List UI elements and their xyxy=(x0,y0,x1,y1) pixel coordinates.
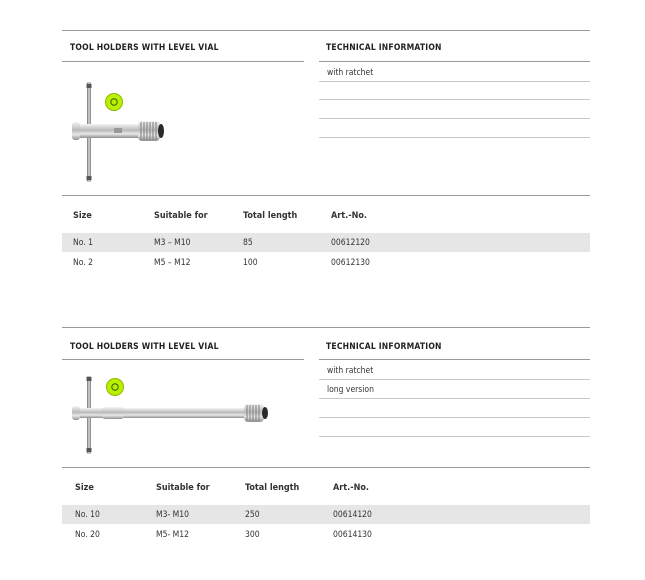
cell-size: No. 10 xyxy=(75,510,100,520)
table-top-rule xyxy=(62,467,590,468)
table-top-rule xyxy=(62,195,590,196)
table-row xyxy=(62,505,590,524)
tech-info-title: TECHNICAL INFORMATION xyxy=(326,342,442,352)
col-header-artno: Art.-No. xyxy=(333,483,369,493)
short-tap-wrench-icon xyxy=(62,72,172,187)
tech-row-line xyxy=(319,379,590,380)
cell-length: 100 xyxy=(243,258,258,268)
tech-row-line xyxy=(319,398,590,399)
col-header-artno: Art.-No. xyxy=(331,211,367,221)
cell-length: 300 xyxy=(245,530,260,540)
tech-title-underline xyxy=(319,359,590,360)
col-header-length: Total length xyxy=(243,211,298,221)
long-tap-wrench-icon xyxy=(62,368,277,460)
cell-suitable: M3 – M10 xyxy=(154,238,191,248)
top-rule xyxy=(62,30,590,31)
cell-size: No. 20 xyxy=(75,530,100,540)
col-header-suitable: Suitable for xyxy=(156,483,210,493)
cell-suitable: M5 – M12 xyxy=(154,258,191,268)
title-underline xyxy=(62,61,304,62)
cell-artno: 00614130 xyxy=(333,530,372,540)
tech-row-line xyxy=(319,137,590,138)
section-title: TOOL HOLDERS WITH LEVEL VIAL xyxy=(70,342,219,352)
tech-item: with ratchet xyxy=(327,68,374,78)
cell-size: No. 1 xyxy=(73,238,93,248)
top-rule xyxy=(62,327,590,328)
cell-size: No. 2 xyxy=(73,258,93,268)
cell-suitable: M3- M10 xyxy=(156,510,189,520)
cell-artno: 00612120 xyxy=(331,238,370,248)
cell-length: 250 xyxy=(245,510,260,520)
col-header-size: Size xyxy=(75,483,94,493)
col-header-size: Size xyxy=(73,211,92,221)
tech-row-line xyxy=(319,417,590,418)
level-vial-icon xyxy=(107,379,124,396)
cell-length: 85 xyxy=(243,238,253,248)
section-title: TOOL HOLDERS WITH LEVEL VIAL xyxy=(70,43,219,53)
tech-title-underline xyxy=(319,61,590,62)
tech-row-line xyxy=(319,99,590,100)
tech-item: long version xyxy=(327,385,374,395)
level-vial-icon xyxy=(106,94,123,111)
col-header-suitable: Suitable for xyxy=(154,211,208,221)
tech-row-line xyxy=(319,118,590,119)
cell-artno: 00612130 xyxy=(331,258,370,268)
tech-row-line xyxy=(319,436,590,437)
cell-artno: 00614120 xyxy=(333,510,372,520)
title-underline xyxy=(62,359,304,360)
table-row xyxy=(62,233,590,252)
cell-suitable: M5- M12 xyxy=(156,530,189,540)
tech-item: with ratchet xyxy=(327,366,374,376)
col-header-length: Total length xyxy=(245,483,300,493)
tech-row-line xyxy=(319,81,590,82)
tech-info-title: TECHNICAL INFORMATION xyxy=(326,43,442,53)
